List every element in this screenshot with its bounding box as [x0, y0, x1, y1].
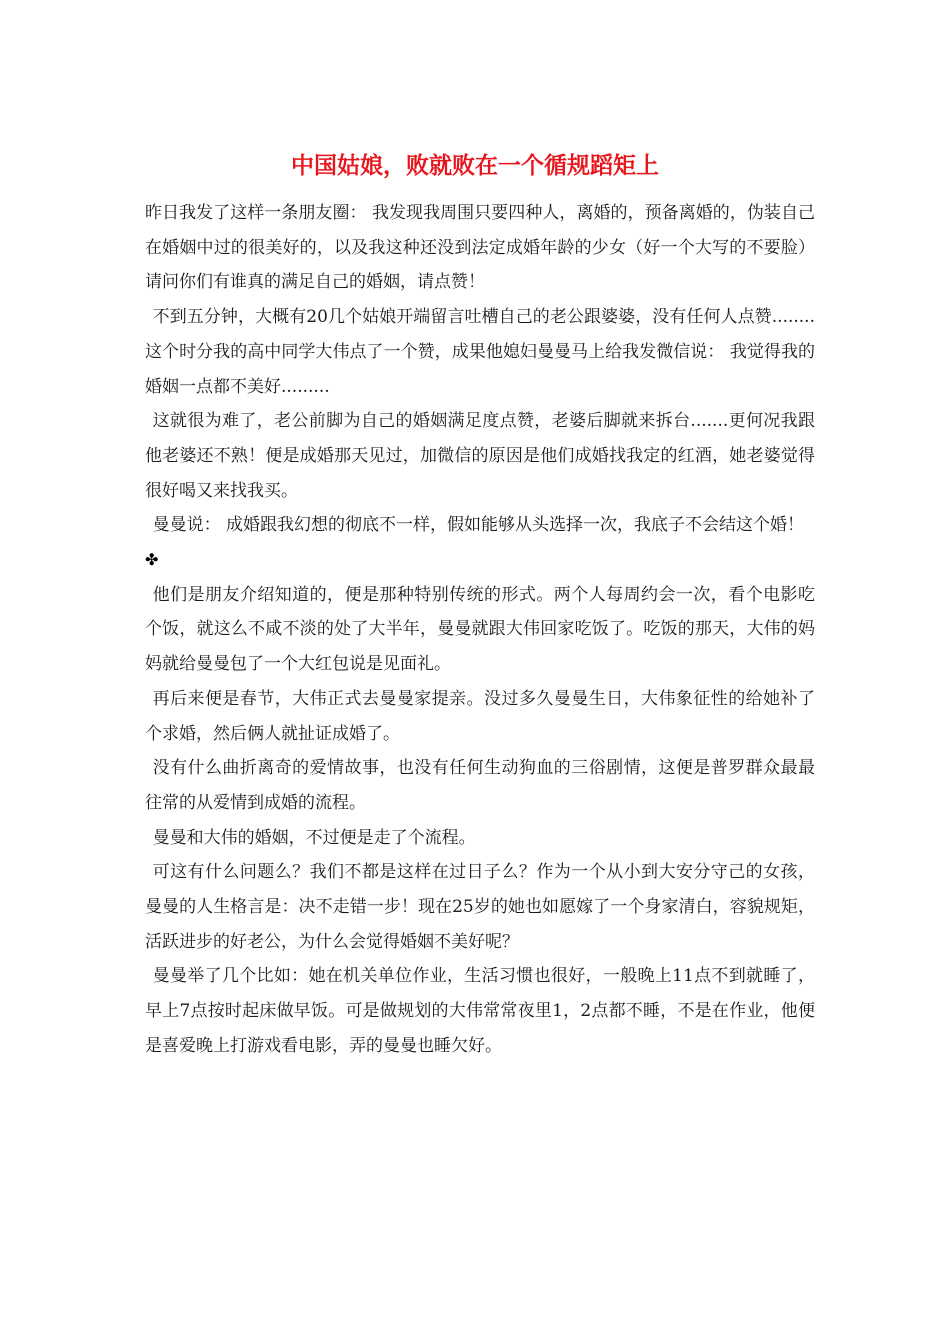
paragraph: 曼曼和大伟的婚姻，不过便是走了个流程。	[152, 827, 476, 848]
paragraph: 再后来便是春节，大伟正式去曼曼家提亲。没过多久曼曼生日，大伟象征性的给她补了个求婚，然后俩人就扯证成婚了。	[145, 688, 815, 744]
paragraph: 这就很为难了，老公前脚为自己的婚姻满足度点赞，老婆后脚就来拆台.......更何况我跟他老婆还不熟！便是成婚那天见过，加微信的原因是他们成婚找我定的红酒，她老婆觉得很好喝又来找我买。	[145, 411, 815, 501]
paragraph: 曼曼说： 成婚跟我幻想的彻底不一样，假如能够从头选择一次，我底子不会结这个婚！	[152, 515, 805, 536]
document-body	[145, 196, 815, 1064]
four-petal-flower-icon: ✤	[145, 550, 159, 570]
paragraph: 没有什么曲折离奇的爱情故事，也没有任何生动狗血的三俗剧情，这便是普罗群众最最往常的从爱情到成婚的流程。	[145, 758, 815, 813]
paragraph: 曼曼举了几个比如：她在机关单位作业，生活习惯也很好，一般晚上11点不到就睡了，早上7点按时起床做早饭。可是做规划的大伟常常夜里1，2点都不睡，不是在作业，他便是喜爱晚上打游戏看电影，弄的曼曼也睡欠好。	[145, 966, 815, 1056]
document-title: 中国姑娘，败就败在一个循规蹈矩上	[291, 152, 659, 179]
paragraph: 可这有什么问题么？我们不都是这样在过日子么？作为一个从小到大安分守己的女孩，曼曼的人生格言是：决不走错一步！现在25岁的她也如愿嫁了一个身家清白，容貌规矩，活跃进步的好老公，为什么会觉得婚姻不美好呢？	[145, 862, 815, 952]
paragraph: 昨日我发了这样一条朋友圈： 我发现我周围只要四种人，离婚的，预备离婚的，伪装自己在婚姻中过的很美好的，以及我这种还没到法定成婚年龄的少女（好一个大写的不要脸）请问你们有谁真的满足自己的婚姻，请点赞！	[145, 203, 815, 293]
paragraph: 不到五分钟，大概有20几个姑娘开端留言吐槽自己的老公跟婆婆，没有任何人点赞........这个时分我的高中同学大伟点了一个赞，成果他媳妇曼曼马上给我发微信说： 我觉得我的婚姻一点都不美好.........	[145, 307, 815, 397]
paragraph: 他们是朋友介绍知道的，便是那种特别传统的形式。两个人每周约会一次，看个电影吃个饭，就这么不咸不淡的处了大半年，曼曼就跟大伟回家吃饭了。吃饭的那天，大伟的妈妈就给曼曼包了一个大红包说是见面礼。	[145, 584, 815, 675]
